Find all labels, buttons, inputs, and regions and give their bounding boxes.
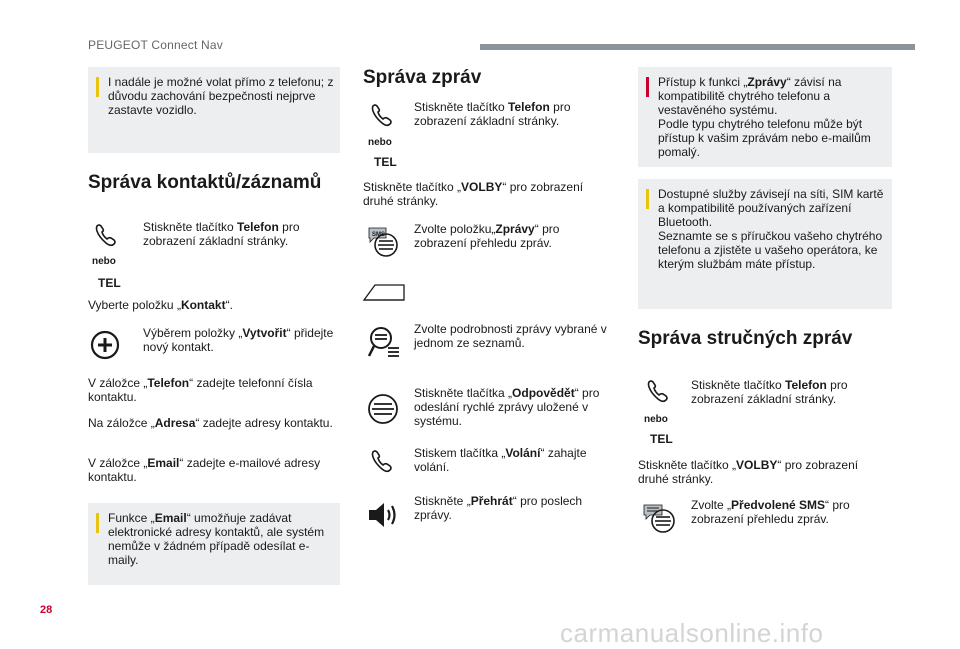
- warning-box-text: Přístup k funkci „Zprávy“ závisí na kompatibilitě chytrého telefonu a vestavěného systému. Podle typu chytrého telefonu může být přístup k vašim zprávám nebo e-mailům pomalý.: [658, 75, 871, 159]
- info-box-text: Funkce „Email“ umožňuje zadávat elektronické adresy kontaktů, ale systém nemůže v žádném případě odesílat e-maily.: [108, 511, 325, 567]
- or-label: nebo: [644, 414, 668, 425]
- tab-selector-icon: [362, 282, 406, 302]
- section-heading-messages: Správa zpráv: [363, 67, 482, 88]
- page-number: 28: [40, 604, 53, 616]
- or-label: nebo: [368, 137, 392, 148]
- speaker-play-icon: [366, 500, 402, 530]
- header-bar: [480, 44, 915, 50]
- reply-text: Stiskněte tlačítka „Odpovědět“ pro odeslání rychlé zprávy uložené v systému.: [414, 386, 600, 428]
- address-tab-text: Na záložce „Adresa“ zadejte adresy kontaktu.: [88, 416, 333, 430]
- section-heading-short-messages: Správa stručných zpráv: [638, 328, 853, 349]
- message-details-text: Zvolte podrobnosti zprávy vybrané v jednom ze seznamů.: [414, 322, 607, 350]
- tel-key-label: TEL: [374, 155, 397, 169]
- tel-key-label: TEL: [98, 276, 121, 290]
- info-box-text: Dostupné služby závisejí na síti, SIM kartě a kompatibilitě používaných zařízení Bluetooth. Seznamte se s příručkou vašeho chytrého telefonu a zjistěte u vašeho operátora, ke kterým službám máte přístup.: [658, 187, 884, 271]
- info-box-bottom: [88, 503, 340, 585]
- phone-call-icon: [368, 446, 396, 474]
- press-volby-text: Stiskněte tlačítko „VOLBY“ pro zobrazení druhé stránky.: [363, 180, 584, 208]
- sms-messages-icon: [366, 224, 400, 258]
- create-contact-text: Výběrem položky „Vytvořit“ přidejte nový kontakt.: [143, 326, 334, 354]
- info-marker: [646, 189, 649, 209]
- play-text: Stiskněte „Přehrát“ pro poslech zprávy.: [414, 494, 583, 522]
- phone-handset-icon: [368, 100, 396, 128]
- document-header: PEUGEOT Connect Nav: [88, 38, 223, 52]
- tel-key-label: TEL: [650, 432, 673, 446]
- message-details-icon: [366, 324, 402, 360]
- step-press-telefon: Stiskněte tlačítko Telefon pro zobrazení základní stránky.: [414, 100, 571, 128]
- preset-sms-icon: [642, 502, 678, 534]
- warning-marker: [646, 77, 649, 97]
- watermark: carmanualsonline.info: [560, 618, 824, 648]
- info-marker: [96, 513, 99, 533]
- info-box-text: I nadále je možné volat přímo z telefonu; z důvodu zachování bezpečnosti nejprve zastavte vozidlo.: [108, 75, 334, 117]
- email-tab-text: V záložce „Email“ zadejte e-mailové adresy kontaktu.: [88, 456, 321, 484]
- info-marker: [96, 77, 99, 97]
- phone-handset-icon: [92, 220, 120, 248]
- preset-sms-text: Zvolte „Předvolené SMS“ pro zobrazení přehledu zpráv.: [691, 498, 850, 526]
- info-box-services: [638, 179, 892, 309]
- step-press-telefon: Stiskněte tlačítko Telefon pro zobrazení základní stránky.: [691, 378, 848, 406]
- quick-reply-icon: [366, 392, 400, 426]
- or-label: nebo: [92, 256, 116, 267]
- phone-tab-text: V záložce „Telefon“ zadejte telefonní čísla kontaktu.: [88, 376, 313, 404]
- section-heading-contacts: Správa kontaktů/záznamů: [88, 172, 322, 193]
- select-contact-text: Vyberte položku „Kontakt“.: [88, 298, 233, 312]
- step-press-telefon: Stiskněte tlačítko Telefon pro zobrazení základní stránky.: [143, 220, 300, 248]
- press-volby-text: Stiskněte tlačítko „VOLBY“ pro zobrazení druhé stránky.: [638, 458, 859, 486]
- info-box-top: [88, 67, 340, 153]
- select-messages-text: Zvolte položku„Zprávy“ pro zobrazení přehledu zpráv.: [414, 222, 560, 250]
- call-text: Stiskem tlačítka „Volání“ zahajte volání.: [414, 446, 587, 474]
- warning-box: [638, 67, 892, 167]
- svg-text:SMS: SMS: [372, 232, 386, 238]
- add-contact-icon: [90, 330, 120, 360]
- phone-handset-icon: [644, 376, 672, 404]
